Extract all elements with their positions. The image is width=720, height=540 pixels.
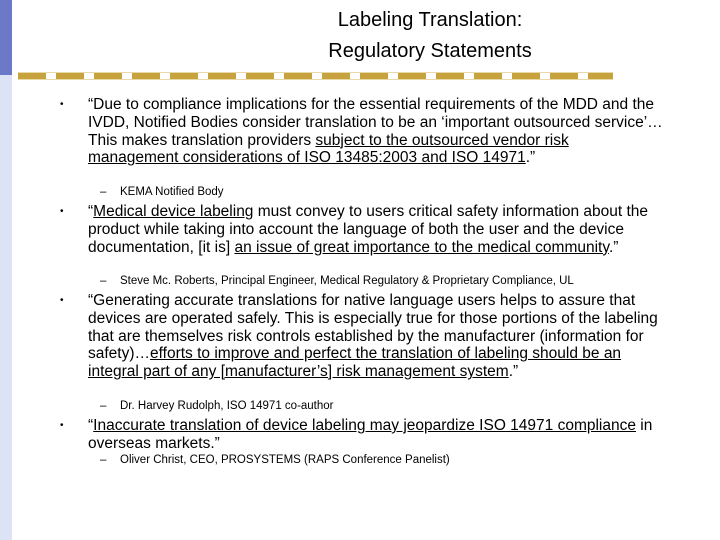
quote-emphasis: Medical device labeling (93, 203, 254, 220)
quote-emphasis: efforts to improve and perfect the translation of labeling should be an integral part of any [manufacturer’s] risk management system (88, 345, 622, 381)
quote-segment: must convey to users critical safety information about the product while taking into account the language of both the user and the device documentation, [it is] (88, 203, 649, 256)
attribution-dash: – (100, 400, 107, 412)
quote-attribution (100, 399, 334, 413)
quote-segment: “ (88, 417, 94, 434)
bullet-marker: • (60, 99, 64, 110)
quote-emphasis: an issue of great importance to the medical community (234, 238, 609, 256)
quote-segment: in overseas markets.” (88, 417, 653, 452)
side-accent-bar-bottom (0, 75, 12, 540)
bullet-marker: • (60, 206, 64, 217)
attribution-text: KEMA Notified Body (120, 186, 224, 198)
attribution-text: Steve Mc. Roberts, Principal Engineer, Medical Regulatory & Proprietary Compliance, UL (120, 275, 574, 287)
quote-segment: “Due to compliance implications for the essential requirements of the MDD and the IVDD, Notified Bodies consider translation to be an ‘important outsourced service’…This makes translation providers (88, 96, 663, 149)
slide-title-line-1: Labeling Translation: (337, 9, 523, 31)
attribution-text: Dr. Harvey Rudolph, ISO 14971 co-author (120, 400, 334, 412)
quote-attribution (100, 274, 574, 288)
title-divider (18, 72, 613, 80)
quote-segment: “Generating accurate translations for native language users helps to assure that devices are operated safely. This is especially true for those portions of the labeling that are themselves risk controls established by the manufacturer (information for safety)… (88, 292, 658, 363)
bullet-marker: • (60, 295, 64, 306)
quote-segment: .” (608, 238, 619, 256)
side-accent-bar-top (0, 0, 12, 75)
slide-title-line-2: Regulatory Statements (328, 40, 532, 62)
quote-attribution (100, 185, 224, 199)
quote-text (88, 292, 663, 381)
slide-title (200, 5, 660, 67)
attribution-text: Oliver Christ, CEO, PROSYSTEMS (RAPS Conference Panelist) (120, 454, 450, 466)
bullet-marker: • (60, 420, 64, 431)
attribution-dash: – (100, 275, 107, 287)
quote-segment: .” (525, 149, 536, 167)
quote-text (88, 417, 663, 453)
quote-emphasis: subject to the outsourced vendor risk management considerations of ISO 13485:2003 and ISO 14971 (88, 131, 569, 167)
quote-text (88, 203, 663, 256)
quote-emphasis: Inaccurate translation of device labeling may jeopardize ISO 14971 compliance (93, 417, 636, 434)
attribution-dash: – (100, 186, 107, 198)
quote-attribution (100, 453, 450, 467)
attribution-dash: – (100, 454, 107, 466)
quote-segment: .” (508, 363, 519, 381)
quote-text (88, 96, 663, 167)
quote-segment: “ (88, 203, 94, 220)
